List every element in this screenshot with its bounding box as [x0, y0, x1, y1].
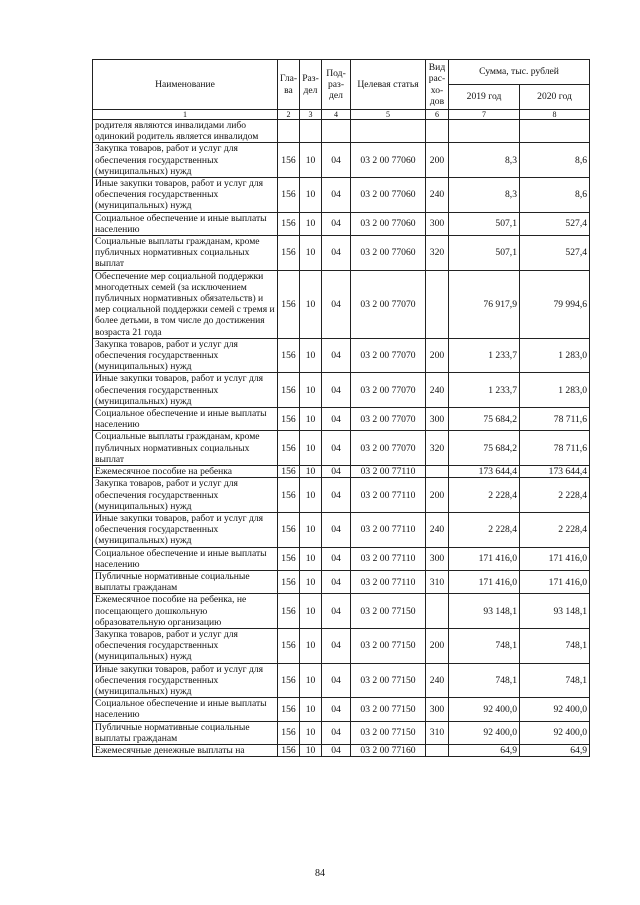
row-name: Закупка товаров, работ и услуг для обеспечения государственных (муниципальных) нужд [93, 338, 278, 373]
row-sum-2020: 8,6 [520, 178, 590, 213]
row-expense-type: 240 [426, 663, 449, 698]
row-sum-2019: 748,1 [449, 628, 520, 663]
row-target-item: 03 2 00 77070 [351, 270, 426, 338]
table-row [93, 143, 590, 178]
row-sum-2020 [520, 120, 590, 143]
row-sum-2020: 1 283,0 [520, 373, 590, 408]
row-name: Социальные выплаты гражданам, кроме публичных нормативных социальных выплат [93, 431, 278, 466]
row-name: Публичные нормативные социальные выплаты гражданам [93, 721, 278, 744]
row-section: 10 [300, 212, 322, 235]
table-row [93, 120, 590, 143]
header-year-2020: 2020 год [520, 85, 590, 110]
row-sum-2020: 173 644,4 [520, 466, 590, 478]
row-sum-2019: 1 233,7 [449, 373, 520, 408]
row-name: Социальные выплаты гражданам, кроме публичных нормативных социальных выплат [93, 236, 278, 271]
row-chapter: 156 [278, 408, 300, 431]
row-section: 10 [300, 512, 322, 547]
row-name: Ежемесячные денежные выплаты на [93, 744, 278, 756]
row-target-item: 03 2 00 77060 [351, 143, 426, 178]
row-expense-type: 300 [426, 212, 449, 235]
row-chapter: 156 [278, 721, 300, 744]
row-target-item: 03 2 00 77060 [351, 178, 426, 213]
row-chapter: 156 [278, 698, 300, 721]
row-expense-type: 200 [426, 338, 449, 373]
row-target-item: 03 2 00 77110 [351, 570, 426, 593]
header-subsection: Под-раз-дел [322, 60, 351, 110]
row-name: Социальное обеспечение и иные выплаты населению [93, 408, 278, 431]
row-subsection: 04 [322, 512, 351, 547]
row-name: родителя являются инвалидами либо одинокий родитель является инвалидом [93, 120, 278, 143]
row-sum-2019: 64,9 [449, 744, 520, 756]
row-chapter: 156 [278, 431, 300, 466]
row-expense-type: 320 [426, 431, 449, 466]
row-subsection [322, 120, 351, 143]
page-number: 84 [315, 868, 325, 879]
row-chapter: 156 [278, 373, 300, 408]
row-target-item: 03 2 00 77110 [351, 466, 426, 478]
row-sum-2020: 748,1 [520, 628, 590, 663]
row-subsection: 04 [322, 547, 351, 570]
row-name: Закупка товаров, работ и услуг для обеспечения государственных (муниципальных) нужд [93, 628, 278, 663]
row-section: 10 [300, 466, 322, 478]
row-name: Социальное обеспечение и иные выплаты населению [93, 547, 278, 570]
row-subsection: 04 [322, 338, 351, 373]
row-section: 10 [300, 698, 322, 721]
row-expense-type: 310 [426, 721, 449, 744]
header-sum: Сумма, тыс. рублей [449, 60, 590, 85]
row-expense-type: 200 [426, 143, 449, 178]
row-chapter: 156 [278, 178, 300, 213]
row-subsection: 04 [322, 698, 351, 721]
row-sum-2019 [449, 120, 520, 143]
table-row [93, 547, 590, 570]
row-subsection: 04 [322, 373, 351, 408]
row-target-item: 03 2 00 77160 [351, 744, 426, 756]
row-section: 10 [300, 628, 322, 663]
budget-table [92, 59, 590, 757]
row-subsection: 04 [322, 270, 351, 338]
row-target-item: 03 2 00 77070 [351, 431, 426, 466]
row-section: 10 [300, 570, 322, 593]
row-section: 10 [300, 744, 322, 756]
row-subsection: 04 [322, 212, 351, 235]
column-index: 7 [449, 110, 520, 120]
table-row [93, 236, 590, 271]
row-section: 10 [300, 721, 322, 744]
row-subsection: 04 [322, 663, 351, 698]
row-chapter: 156 [278, 744, 300, 756]
row-expense-type: 310 [426, 570, 449, 593]
row-target-item [351, 120, 426, 143]
row-sum-2020: 2 228,4 [520, 478, 590, 513]
row-section: 10 [300, 408, 322, 431]
row-chapter: 156 [278, 478, 300, 513]
row-expense-type [426, 270, 449, 338]
table-row [93, 466, 590, 478]
row-chapter: 156 [278, 628, 300, 663]
table-row [93, 373, 590, 408]
row-target-item: 03 2 00 77110 [351, 547, 426, 570]
row-section: 10 [300, 594, 322, 629]
header-target-item: Целевая статья [351, 60, 426, 110]
row-sum-2020: 64,9 [520, 744, 590, 756]
column-index: 3 [300, 110, 322, 120]
row-expense-type: 300 [426, 698, 449, 721]
table-row [93, 478, 590, 513]
column-index: 4 [322, 110, 351, 120]
row-name: Закупка товаров, работ и услуг для обеспечения государственных (муниципальных) нужд [93, 478, 278, 513]
row-target-item: 03 2 00 77150 [351, 628, 426, 663]
row-name: Иные закупки товаров, работ и услуг для обеспечения государственных (муниципальных) нужд [93, 663, 278, 698]
row-chapter: 156 [278, 212, 300, 235]
row-target-item: 03 2 00 77150 [351, 698, 426, 721]
row-subsection: 04 [322, 178, 351, 213]
row-subsection: 04 [322, 570, 351, 593]
row-name: Иные закупки товаров, работ и услуг для обеспечения государственных (муниципальных) нужд [93, 178, 278, 213]
row-sum-2020: 748,1 [520, 663, 590, 698]
column-index: 6 [426, 110, 449, 120]
row-name: Обеспечение мер социальной поддержки многодетных семей (за исключением публичных нормативных обязательств) и мер социальной поддержки семей с тремя и более детьми, в том числе до достижения возраста 21 года [93, 270, 278, 338]
row-sum-2019: 75 684,2 [449, 431, 520, 466]
table-body [93, 110, 590, 757]
row-expense-type: 300 [426, 408, 449, 431]
row-name: Закупка товаров, работ и услуг для обеспечения государственных (муниципальных) нужд [93, 143, 278, 178]
row-sum-2019: 92 400,0 [449, 721, 520, 744]
table-row [93, 270, 590, 338]
row-sum-2019: 2 228,4 [449, 512, 520, 547]
row-sum-2019: 93 148,1 [449, 594, 520, 629]
column-index: 2 [278, 110, 300, 120]
row-section: 10 [300, 373, 322, 408]
column-index: 5 [351, 110, 426, 120]
table-row [93, 431, 590, 466]
row-subsection: 04 [322, 236, 351, 271]
row-target-item: 03 2 00 77150 [351, 721, 426, 744]
header-year-2019: 2019 год [449, 85, 520, 110]
row-target-item: 03 2 00 77110 [351, 512, 426, 547]
table-row [93, 408, 590, 431]
row-sum-2020: 527,4 [520, 212, 590, 235]
row-expense-type: 240 [426, 178, 449, 213]
table-row [93, 663, 590, 698]
row-chapter: 156 [278, 512, 300, 547]
row-sum-2019: 173 644,4 [449, 466, 520, 478]
row-subsection: 04 [322, 431, 351, 466]
row-sum-2020: 78 711,6 [520, 408, 590, 431]
row-target-item: 03 2 00 77070 [351, 338, 426, 373]
row-sum-2019: 507,1 [449, 236, 520, 271]
row-target-item: 03 2 00 77070 [351, 373, 426, 408]
row-subsection: 04 [322, 478, 351, 513]
row-subsection: 04 [322, 143, 351, 178]
row-subsection: 04 [322, 628, 351, 663]
row-chapter [278, 120, 300, 143]
row-sum-2019: 1 233,7 [449, 338, 520, 373]
row-name: Социальное обеспечение и иные выплаты населению [93, 698, 278, 721]
column-index-row [93, 110, 590, 120]
row-subsection: 04 [322, 721, 351, 744]
row-target-item: 03 2 00 77070 [351, 408, 426, 431]
row-chapter: 156 [278, 270, 300, 338]
row-expense-type: 240 [426, 373, 449, 408]
table-row [93, 594, 590, 629]
row-sum-2019: 76 917,9 [449, 270, 520, 338]
row-name: Иные закупки товаров, работ и услуг для обеспечения государственных (муниципальных) нужд [93, 373, 278, 408]
row-target-item: 03 2 00 77150 [351, 663, 426, 698]
row-sum-2020: 2 228,4 [520, 512, 590, 547]
row-sum-2019: 92 400,0 [449, 698, 520, 721]
row-section: 10 [300, 663, 322, 698]
row-subsection: 04 [322, 466, 351, 478]
row-section: 10 [300, 178, 322, 213]
header-section: Раз-дел [300, 60, 322, 110]
row-subsection: 04 [322, 408, 351, 431]
row-name: Ежемесячное пособие на ребенка, не посещающего дошкольную образовательную организацию [93, 594, 278, 629]
row-chapter: 156 [278, 570, 300, 593]
row-sum-2019: 8,3 [449, 178, 520, 213]
row-name: Иные закупки товаров, работ и услуг для обеспечения государственных (муниципальных) нужд [93, 512, 278, 547]
row-section [300, 120, 322, 143]
row-expense-type: 300 [426, 547, 449, 570]
row-section: 10 [300, 338, 322, 373]
row-name: Публичные нормативные социальные выплаты гражданам [93, 570, 278, 593]
row-section: 10 [300, 143, 322, 178]
table-row [93, 570, 590, 593]
row-expense-type: 240 [426, 512, 449, 547]
row-subsection: 04 [322, 744, 351, 756]
row-target-item: 03 2 00 77150 [351, 594, 426, 629]
row-expense-type [426, 120, 449, 143]
row-section: 10 [300, 431, 322, 466]
header-name: Наименование [93, 60, 278, 110]
table-row [93, 744, 590, 756]
row-chapter: 156 [278, 338, 300, 373]
row-target-item: 03 2 00 77110 [351, 478, 426, 513]
row-sum-2020: 78 711,6 [520, 431, 590, 466]
header-chapter: Гла-ва [278, 60, 300, 110]
table-row [93, 512, 590, 547]
row-chapter: 156 [278, 143, 300, 178]
row-sum-2020: 79 994,6 [520, 270, 590, 338]
row-chapter: 156 [278, 663, 300, 698]
row-chapter: 156 [278, 236, 300, 271]
row-chapter: 156 [278, 547, 300, 570]
row-sum-2020: 171 416,0 [520, 570, 590, 593]
row-expense-type [426, 466, 449, 478]
row-sum-2019: 75 684,2 [449, 408, 520, 431]
row-expense-type: 200 [426, 628, 449, 663]
table-row [93, 698, 590, 721]
row-chapter: 156 [278, 466, 300, 478]
row-sum-2020: 171 416,0 [520, 547, 590, 570]
row-section: 10 [300, 478, 322, 513]
column-index: 1 [93, 110, 278, 120]
column-index: 8 [520, 110, 590, 120]
row-section: 10 [300, 236, 322, 271]
row-sum-2020: 92 400,0 [520, 721, 590, 744]
row-expense-type [426, 594, 449, 629]
row-sum-2019: 2 228,4 [449, 478, 520, 513]
row-section: 10 [300, 547, 322, 570]
row-sum-2020: 8,6 [520, 143, 590, 178]
row-sum-2019: 748,1 [449, 663, 520, 698]
table-row [93, 338, 590, 373]
row-chapter: 156 [278, 594, 300, 629]
row-expense-type: 200 [426, 478, 449, 513]
row-target-item: 03 2 00 77060 [351, 236, 426, 271]
row-expense-type: 320 [426, 236, 449, 271]
header-expense-type: Вид рас-хо-дов [426, 60, 449, 110]
row-sum-2020: 1 283,0 [520, 338, 590, 373]
table-header-row [93, 60, 590, 85]
row-section: 10 [300, 270, 322, 338]
budget-table-container [92, 59, 589, 757]
row-sum-2019: 507,1 [449, 212, 520, 235]
table-row [93, 178, 590, 213]
table-row [93, 721, 590, 744]
row-target-item: 03 2 00 77060 [351, 212, 426, 235]
table-row [93, 628, 590, 663]
row-name: Социальное обеспечение и иные выплаты населению [93, 212, 278, 235]
row-subsection: 04 [322, 594, 351, 629]
row-expense-type [426, 744, 449, 756]
row-name: Ежемесячное пособие на ребенка [93, 466, 278, 478]
row-sum-2019: 171 416,0 [449, 570, 520, 593]
table-row [93, 212, 590, 235]
row-sum-2020: 527,4 [520, 236, 590, 271]
row-sum-2020: 93 148,1 [520, 594, 590, 629]
row-sum-2019: 8,3 [449, 143, 520, 178]
row-sum-2019: 171 416,0 [449, 547, 520, 570]
row-sum-2020: 92 400,0 [520, 698, 590, 721]
